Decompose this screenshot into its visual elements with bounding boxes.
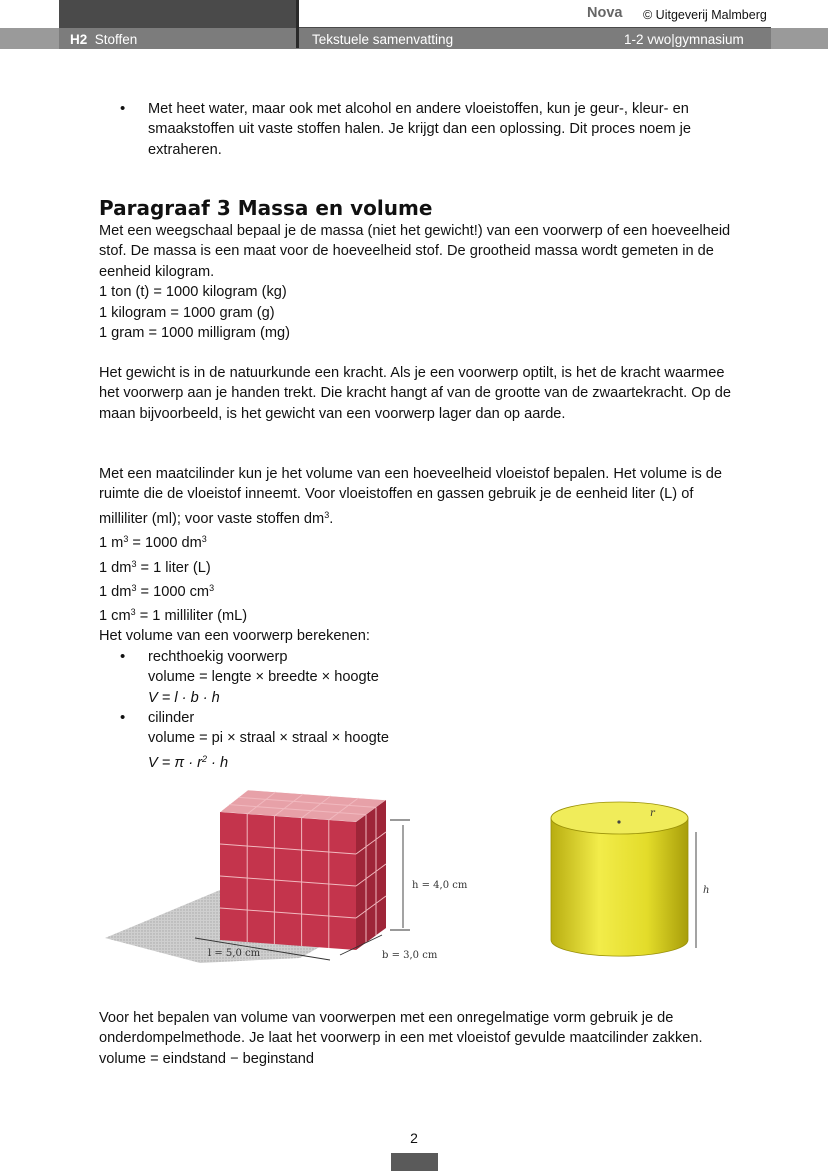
bullet-dot: • [120,709,126,726]
calc-heading: Het volume van een voorwerp berekenen: [99,628,370,644]
cyl-formula-words: volume = pi × straal × straal × hoogte [148,730,389,747]
box-width-label: b = 3,0 cm [382,950,438,961]
cylinder-top [551,802,688,834]
rect-bullet [120,647,730,709]
cylinder-body [551,818,688,956]
volume-unit-3: 1 $dm^3 = 1000$ $cm^3$ [99,583,215,601]
chapter-title: Stoffen [94,32,138,47]
header-separator [296,0,299,48]
box-height-label: h = 4,0 cm [412,880,468,891]
cyl-label: cilinder [148,710,195,726]
chapter-code: H2 [70,32,88,47]
brand-name: Nova [587,5,623,21]
chapter-label [70,29,137,50]
rect-formula-words: volume = lengte × breedte × hoogte [148,669,379,686]
level-label: 1-2 vwo|gymnasium [624,32,744,47]
page-number: 2 [410,1130,418,1146]
cyl-bullet [120,708,730,770]
volume-paragraph [99,464,739,627]
rect-formula: V = l · b · h [148,689,220,706]
volume-unit-2: 1 $dm^3 = 1$ liter (L) [99,558,211,576]
cuboid-illustration [220,790,386,950]
section-title: Paragraaf 3 Massa en volume [99,196,433,220]
mass-unit-3: 1 gram = 1000 milligram (mg) [99,325,290,342]
box-length-label: l = 5,0 cm [208,948,261,959]
volume-unit-4: 1 $cm^3 = 1$ milliliter (mL) [99,607,248,625]
intro-bullet-text: Met heet water, maar ook met alcohol en andere vloeistoffen, kun je geur-, kleur- en smaakstoffen uit vaste stoffen halen. Je krijgt dan een oplossing. Dit proces noem je extraheren. [148,101,691,158]
footer-bar [391,1153,438,1171]
irregular-paragraph [99,1008,739,1069]
section-label: Tekstuele samenvatting [312,32,454,47]
volume-intro: Met een maatcilinder kun je het volume van een hoeveelheid vloeistof bepalen. Het volume is de ruimte die de vloeistof inneemt. Voor vloeistoffen en gassen gebruik je de eenheid liter (L) of milliliter (ml); voor vaste stoffen $dm^3$. [99,466,723,527]
volume-figure [0,780,828,980]
cyl-formula: $V = \pi \cdot r^2 \cdot h$ [148,753,229,771]
irregular-formula: volume = eindstand − beginstand [99,1050,315,1067]
mass-paragraph [99,221,739,343]
volume-unit-1: 1 $m^3 = 1000$ $dm^3$ [99,534,207,552]
publisher: © Uitgeverij Malmberg [643,8,767,22]
weight-paragraph: Het gewicht is in de natuurkunde een kracht. Als je een voorwerp optilt, is het de kracht waarmee het voorwerp aan je handen trekt. Die kracht hangt af van de grootte van de zwaartekracht. Op de maan bijvoorbeeld, is het gewicht van een voorwerp lager dan op aarde. [99,365,731,422]
cylinder-illustration [551,802,688,956]
mass-unit-1: 1 ton (t) = 1000 kilogram (kg) [99,284,287,301]
mass-unit-2: 1 kilogram = 1000 gram (g) [99,304,275,321]
bullet-dot: • [120,648,126,665]
cyl-height-label: h [703,885,710,896]
mass-intro: Met een weegschaal bepaal je de massa (niet het gewicht!) van een voorwerp of een hoeveelheid stof. De massa is een maat voor de hoeveelheid stof. De grootheid massa wordt gemeten in de eenheid kilogram. [99,223,731,280]
rect-label: rechthoekig voorwerp [148,649,288,665]
bullet-dot: • [120,100,126,117]
cyl-radius-label: r [650,808,655,819]
irregular-text: Voor het bepalen van volume van voorwerpen met een onregelmatige vorm gebruik je de onderdompelmethode. Je laat het voorwerp in een met vloeistof gevulde maatcilinder zakken. [99,1010,703,1047]
